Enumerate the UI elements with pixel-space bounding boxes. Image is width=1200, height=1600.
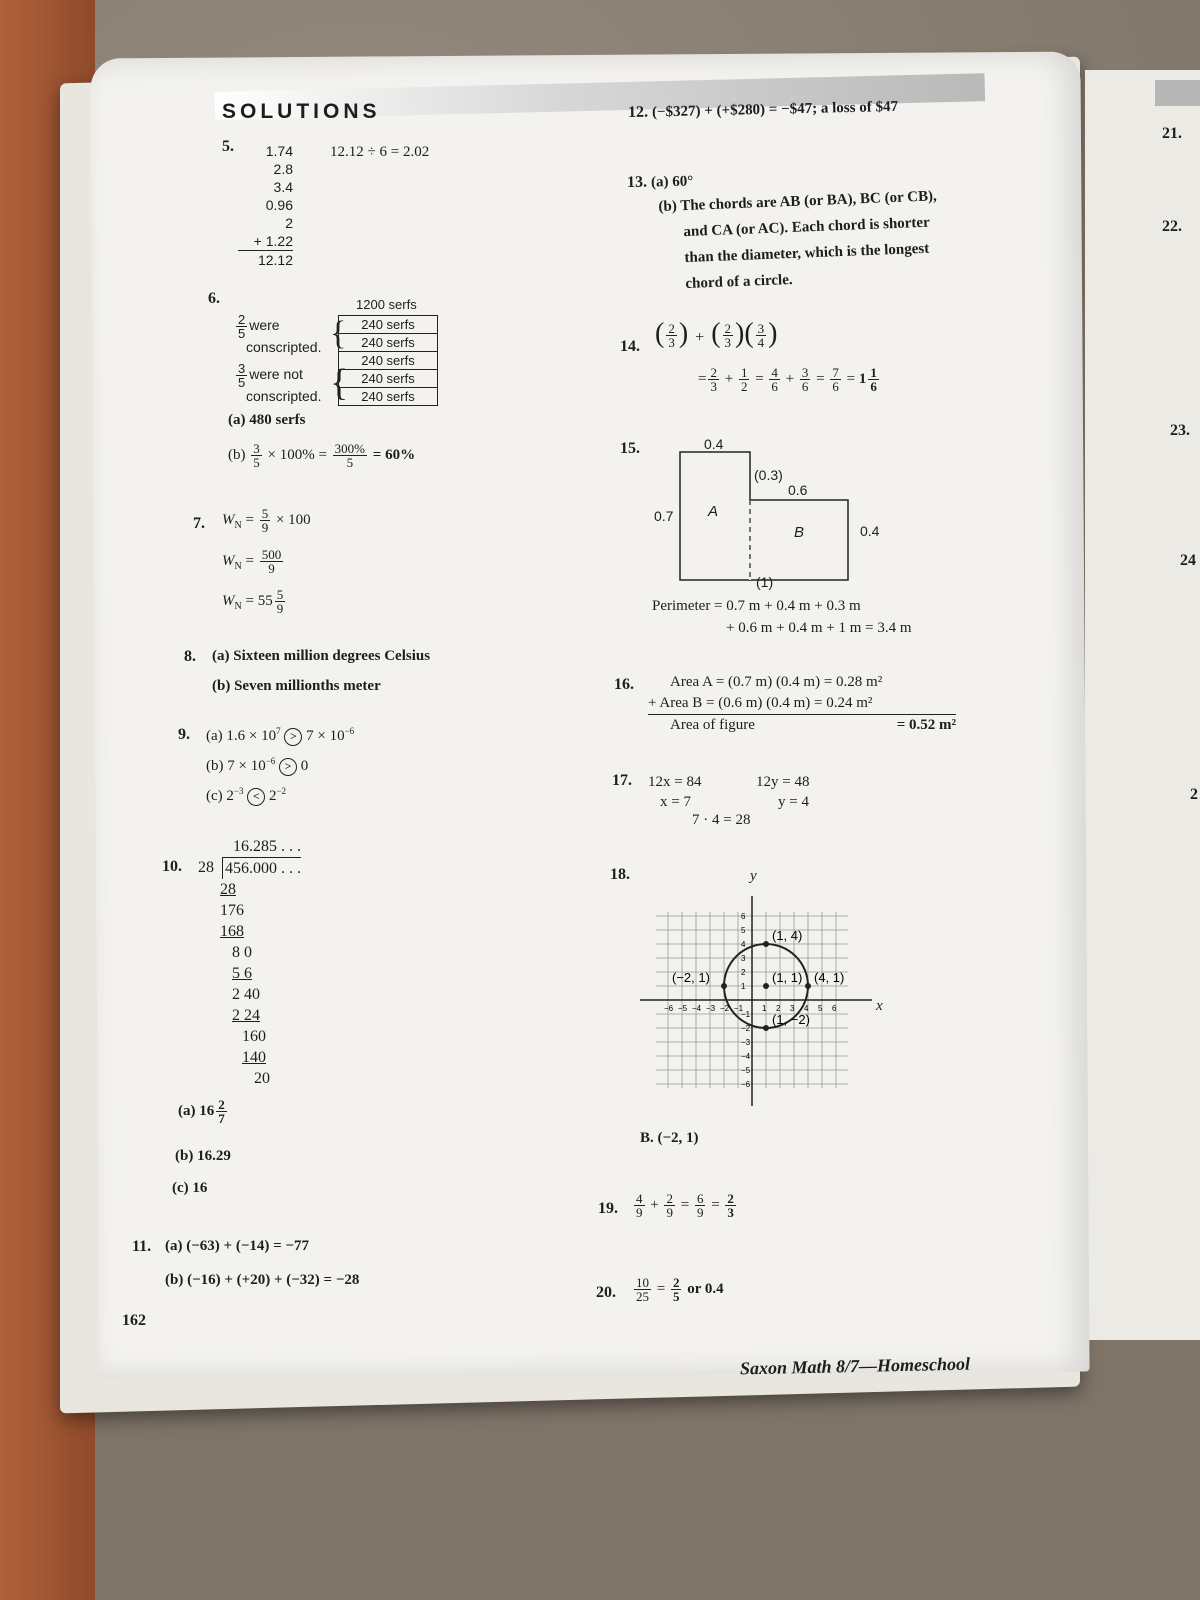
point-label: (1, 1) [772, 970, 803, 985]
problem-7-line1: $W_N$ = $\frac{5}{9}$ × 100 [222, 506, 311, 535]
problem-10c: (c) 16 [172, 1180, 208, 1196]
problem-6-conscripted-label: $\frac{2}{5}$ were conscripted. [238, 312, 322, 355]
point-0 [763, 941, 769, 947]
y-tick: 4 [741, 940, 746, 949]
point-label: (−2, 1) [672, 970, 710, 985]
problem-11-number: 11. [132, 1238, 152, 1255]
fig15-top: 0.4 [704, 436, 724, 452]
problem-14-line2: = $\frac{2}{3}$ + $\frac{1}{2}$ = $\frac{4}{6}$ + $\frac{3}{6}$ = $\frac{7}{6}$ = 1 $\frac{1}{6}$ [698, 365, 877, 394]
footer-title: Saxon Math 8/7—Homeschool [739, 1353, 971, 1379]
problem-5-addition: 1.74 2.8 3.4 0.96 2 + 1.22 12.12 [238, 142, 293, 269]
problem-7-line2: $W_N$ = $\frac{500}{9}$ [222, 547, 282, 576]
right-num-25: 2 [1190, 786, 1198, 803]
right-num-24: 24 [1180, 552, 1196, 569]
point-2 [763, 983, 769, 989]
y-tick: 1 [741, 982, 746, 991]
x-tick: 3 [790, 1004, 795, 1013]
page-number: 162 [122, 1312, 146, 1329]
x-tick: −1 [734, 1004, 744, 1013]
point-3 [805, 983, 811, 989]
x-tick: 1 [762, 1004, 767, 1013]
problem-10a: (a) 16 $\frac{2}{7}$ [178, 1097, 225, 1126]
point-label: (4, 1) [814, 970, 845, 985]
problem-18-number: 18. [610, 866, 630, 883]
problem-10b: (b) 16.29 [175, 1148, 231, 1164]
x-tick: 2 [776, 1004, 781, 1013]
y-tick: 5 [741, 926, 746, 935]
problem-10-steps: 28 176 168 8 0 5 6 2 40 2 24 160 140 20 [220, 881, 270, 1087]
point-4 [763, 1025, 769, 1031]
problem-11a: (a) (−63) + (−14) = −77 [165, 1238, 309, 1254]
problem-6-total: 1200 serfs [356, 297, 417, 312]
right-page [1085, 70, 1200, 1340]
problem-17-number: 17. [612, 772, 632, 789]
point-label: (1, 4) [772, 928, 803, 943]
y-tick: −6 [741, 1080, 751, 1089]
problem-5-division: 12.12 ÷ 6 = 2.02 [330, 144, 430, 160]
fig15-right: 0.4 [860, 523, 880, 539]
fig15-paren: (0.3) [754, 467, 783, 483]
y-tick: 2 [741, 968, 746, 977]
problem-12: 12. (−$327) + (+$280) = −$47; a loss of $47 [627, 98, 899, 121]
y-tick: −2 [741, 1024, 751, 1033]
point-label: (1, −2) [772, 1012, 810, 1027]
y-tick: −4 [741, 1052, 751, 1061]
problem-7-line3: $W_N = 55$ $\frac{5}{9}$ [222, 587, 284, 616]
point-1 [721, 983, 727, 989]
fig15-label-b: B [794, 524, 805, 541]
y-tick: −3 [741, 1038, 751, 1047]
problem-6b: (b) $\frac{3}{5}$ × 100% = $\frac{300\%}{5}$ = 60% [228, 441, 416, 470]
grid-x-label: x [876, 998, 883, 1014]
problem-15-perimeter1: Perimeter = 0.7 m + 0.4 m + 0.3 m [652, 598, 861, 614]
problem-15-figure [660, 440, 900, 600]
problem-9a: (a) $1.6 \times 10^7 > 7 \times 10^{-6}$ [206, 726, 355, 744]
problem-9c: (c) $2^{-3} < 2^{-2}$ [206, 786, 287, 804]
x-tick: −5 [678, 1004, 688, 1013]
y-tick: 6 [741, 912, 746, 921]
problem-6-number: 6. [208, 290, 220, 307]
problem-19-equation: $\frac{4}{9}$ + $\frac{2}{9}$ = $\frac{6}{9}$ = $\frac{2}{3}$ [636, 1191, 734, 1220]
problem-8a: (a) Sixteen million degrees Celsius [212, 648, 431, 664]
y-tick: −1 [741, 1010, 751, 1019]
x-tick: −6 [664, 1004, 674, 1013]
problem-17-y: 12y = 48 y = 4 [756, 774, 810, 810]
x-tick: 5 [818, 1004, 823, 1013]
problem-16-number: 16. [614, 676, 634, 693]
fig15-left: 0.7 [654, 508, 674, 524]
problem-6a: (a) 480 serfs [228, 412, 306, 428]
problem-15-number: 15. [620, 440, 640, 457]
problem-8b: (b) Seven millionths meter [212, 678, 381, 694]
brace-top: { [330, 315, 347, 352]
problem-6-serf-boxes: 240 serfs 240 serfs 240 serfs 240 serfs 240 serfs [338, 315, 438, 406]
right-num-23: 23. [1170, 422, 1190, 439]
problem-6-not-conscripted-label: $\frac{3}{5}$ were not conscripted. [238, 361, 322, 404]
x-tick: 6 [832, 1004, 837, 1013]
problem-7-number: 7. [193, 515, 205, 532]
problem-14-number: 14. [620, 338, 640, 355]
problem-14-line1: ( $\frac{2}{3}$ ) + ( $\frac{2}{3}$ )( $\frac{3}{4}$ ) [655, 318, 778, 351]
problem-13: 13. (a) 60° [626, 173, 694, 191]
problem-8-number: 8. [184, 648, 196, 665]
right-num-22: 22. [1162, 218, 1182, 235]
problem-13b: (b) The chords are AB (or BA), BC (or CB), and CA (or AC). Each chord is shorter than the diameter, which is the longest chord of a circle. [658, 188, 938, 293]
x-tick: −4 [692, 1004, 702, 1013]
fig15-label-a: A [708, 503, 719, 520]
coordinate-grid [640, 880, 890, 1130]
x-tick: 4 [804, 1004, 809, 1013]
problem-10-dividend: 456.000 . . . [222, 857, 301, 879]
problem-17-x: 12x = 84 x = 7 [648, 774, 702, 810]
problem-11b: (b) (−16) + (+20) + (−32) = −28 [165, 1272, 360, 1288]
problem-17-result: 7 · 4 = 28 [692, 812, 751, 828]
problem-20-equation: $\frac{10}{25}$ = $\frac{2}{5}$ or 0.4 [636, 1275, 724, 1304]
problem-10-quotient: 16.285 . . . [233, 838, 301, 855]
right-num-21: 21. [1162, 125, 1182, 142]
page-heading: SOLUTIONS [222, 100, 381, 123]
brace-bottom: { [330, 362, 349, 404]
problem-10-divisor: 28 [198, 859, 214, 876]
x-tick: −2 [720, 1004, 730, 1013]
y-tick: −5 [741, 1066, 751, 1075]
fig15-bottom: (1) [756, 574, 774, 590]
problem-20-number: 20. [596, 1284, 616, 1301]
problem-18-answer: B. (−2, 1) [640, 1130, 699, 1146]
problem-9-number: 9. [178, 726, 190, 743]
problem-16-areas: Area A = (0.7 m) (0.4 m) = 0.28 m² + Area B = (0.6 m) (0.4 m) = 0.24 m² Area of figure = 0.52 m² [648, 672, 956, 736]
problem-10-number: 10. [162, 858, 182, 875]
right-page-header-bar [1155, 80, 1200, 106]
problem-5-number: 5. [222, 138, 234, 155]
problem-19-number: 19. [598, 1200, 618, 1217]
problem-15-perimeter2: + 0.6 m + 0.4 m + 1 m = 3.4 m [726, 620, 912, 636]
problem-9b: (b) $7 \times 10^{-6} > 0$ [206, 756, 309, 774]
fig15-mid: 0.6 [788, 482, 808, 498]
x-tick: −3 [706, 1004, 716, 1013]
y-tick: 3 [741, 954, 746, 963]
grid-y-label: y [750, 868, 757, 884]
